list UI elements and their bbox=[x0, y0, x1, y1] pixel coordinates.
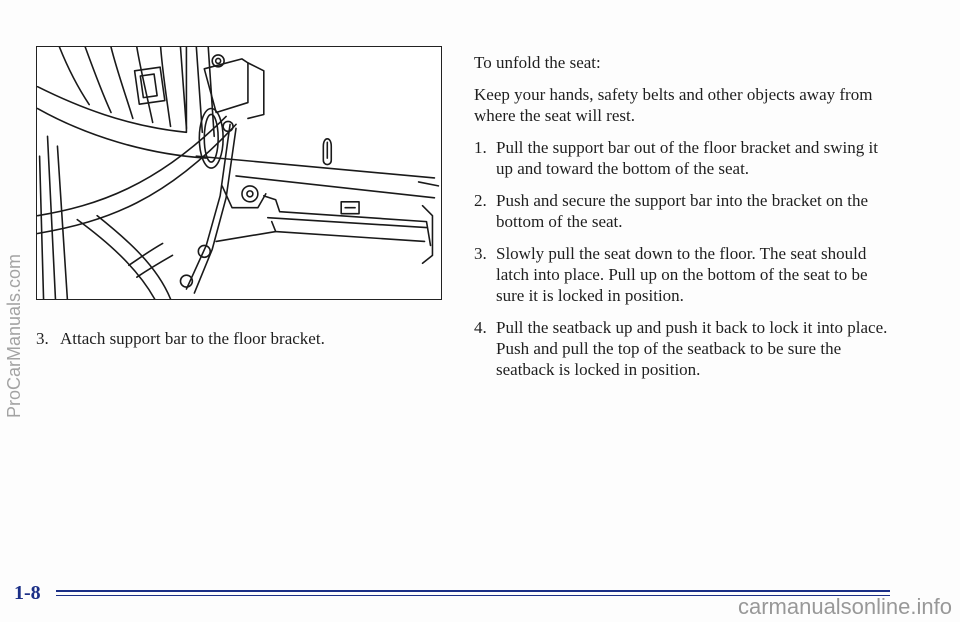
steps-list bbox=[474, 137, 894, 380]
step-text: Pull the support bar out of the floor bracket and swing it up and toward the bottom of the seat. bbox=[496, 138, 878, 178]
step-text: Slowly pull the seat down to the floor. The seat should latch into place. Pull up on the bottom of the seat to be sure it is locked in position. bbox=[496, 244, 868, 305]
figure-caption bbox=[36, 328, 446, 349]
seat-illustration bbox=[36, 46, 442, 300]
caption-text: Attach support bar to the floor bracket. bbox=[60, 329, 325, 348]
instructions-column bbox=[474, 52, 894, 391]
intro-text: To unfold the seat: bbox=[474, 53, 601, 72]
step-text: Push and secure the support bar into the bracket on the bottom of the seat. bbox=[496, 191, 869, 231]
step-number: 4. bbox=[474, 318, 487, 337]
warning-text: Keep your hands, safety belts and other objects away from where the seat will rest. bbox=[474, 85, 873, 125]
step-number: 1. bbox=[474, 138, 487, 157]
seat-illustration-drawing bbox=[37, 47, 441, 299]
step-item bbox=[474, 190, 894, 232]
footer-rule bbox=[56, 590, 890, 592]
step-number: 2. bbox=[474, 191, 487, 210]
step-item bbox=[474, 137, 894, 179]
side-watermark: ProCarManuals.com bbox=[4, 253, 24, 418]
step-item bbox=[474, 243, 894, 306]
caption-step-number: 3. bbox=[36, 329, 49, 348]
step-text: Pull the seatback up and push it back to lock it into place. Push and pull the top of the seatback to be sure the seatback is locked in position. bbox=[496, 318, 888, 379]
bottom-watermark: carmanualsonline.info bbox=[737, 594, 952, 619]
page-number: 1-8 bbox=[14, 582, 41, 604]
step-item bbox=[474, 317, 894, 380]
step-number: 3. bbox=[474, 244, 487, 263]
